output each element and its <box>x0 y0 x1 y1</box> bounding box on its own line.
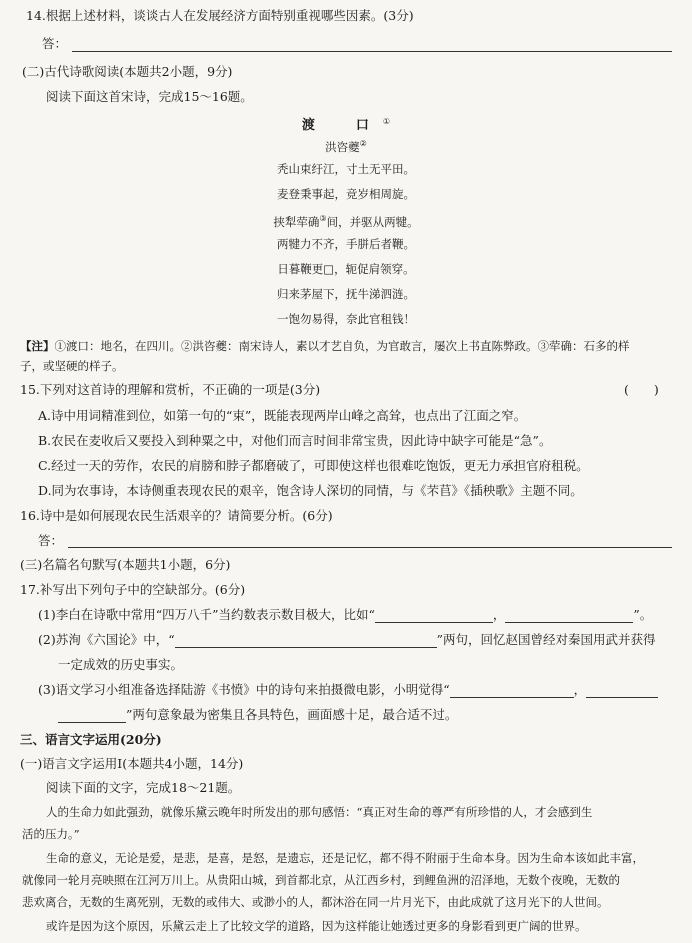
answer-line-16[interactable] <box>68 547 672 548</box>
option-c: C.经过一天的劳作，农民的肩膀和脖子都磨破了，可即使这样也很难吃饱饭，更无力承担官府租税。 <box>38 458 589 473</box>
question-14: 14.根据上述材料，谈谈古人在发展经济方面特别重视哪些因素。(3分) <box>26 8 414 23</box>
q17-sentence-2-cont: 一定成效的历史事实。 <box>58 657 184 672</box>
poem-line: 日暮鞭更□，轭促肩领穿。 <box>277 262 415 276</box>
passage-p3: 或许是因为这个原因，乐黛云走上了比较文学的道路，因为这样能让她透过更多的身影看到更广阔的世界。 <box>46 919 587 933</box>
blank-4[interactable] <box>450 685 574 698</box>
passage-p1-cont: 活的压力。” <box>22 827 80 841</box>
answer-paren-15[interactable]: ( ) <box>624 382 659 397</box>
poem-author: 洪咨夔② <box>325 139 367 154</box>
answer-line-14[interactable] <box>72 51 672 52</box>
q17-sentence-3-cont: ”两句意象最为密集且各具特色，画面感十足，最合适不过。 <box>58 707 457 723</box>
poem-line: 归来茅屋下，抚牛涕泗涟。 <box>277 287 415 301</box>
section-2-header: (二)古代诗歌阅读(本题共2小题，9分) <box>22 64 233 79</box>
poem-line: 两犍力不齐，手胼后者鞭。 <box>277 237 415 251</box>
subsection-1-intro: 阅读下面的文字，完成18～21题。 <box>46 780 241 795</box>
q17-sentence-3: (3)语文学习小组准备选择陆游《书愤》中的诗句来拍摄微电影，小明觉得“ ， <box>38 682 658 698</box>
poem-title: 渡 口① <box>301 117 391 133</box>
option-b: B.农民在麦收后又要投入到种粟之中，对他们而言时间非常宝贵，因此诗中缺字可能是“急”。 <box>38 433 552 448</box>
blank-2[interactable] <box>505 610 633 623</box>
passage-p2-cont: 悲欢离合，无数的生离死别，无数的或伟大、或渺小的人，都沐浴在同一片月光下，由此成就了这月光下的人世间。 <box>22 895 609 909</box>
blank-5[interactable] <box>586 685 658 698</box>
section-2-intro: 阅读下面这首宋诗，完成15～16题。 <box>46 89 253 104</box>
question-15: 15.下列对这首诗的理解和赏析，不正确的一项是(3分) <box>20 382 321 397</box>
passage-p2: 生命的意义，无论是爱，是悲，是喜，是怒，是遗忘，还是记忆，都不得不附丽于生命本身。因为生命本该如此丰富， <box>46 851 644 865</box>
blank-3[interactable] <box>175 635 437 648</box>
q17-sentence-1: (1)李白在诗歌中常用“四万八千”当约数表示数目极大，比如“ ， ”。 <box>38 607 653 622</box>
part-3-header: 三、语言文字运用(20分) <box>20 732 162 747</box>
poem-line: 挟犁荦确③间，并驱从两犍。 <box>273 214 419 229</box>
poem-note: 【注】①渡口：地名，在四川。②洪咨夔：南宋诗人，素以才艺自负，为官敢言，屡次上书直陈弊政。③荦确：石多的样 <box>20 339 630 353</box>
question-17: 17.补写出下列句子中的空缺部分。(6分) <box>20 582 246 597</box>
blank-1[interactable] <box>375 610 493 623</box>
section-3-header: (三)名篇名句默写(本题共1小题，6分) <box>20 557 231 572</box>
option-d: D.同为农事诗，本诗侧重表现农民的艰辛，饱含诗人深切的同情，与《芣苢》《插秧歌》主题不同。 <box>38 483 583 498</box>
subsection-1-header: (一)语言文字运用Ⅰ(本题共4小题，14分) <box>20 756 244 771</box>
poem-line: 秃山束纡江，寸土无平田。 <box>277 162 415 176</box>
poem-line: 一饱勿易得，奈此官租钱！ <box>277 312 415 326</box>
passage-p1: 人的生命力如此强劲，就像乐黛云晚年时所发出的那句感悟：“真正对生命的尊严有所珍惜的人，才会感到生 <box>46 805 593 819</box>
poem-line: 麦登秉事起，竞岁相周旋。 <box>277 187 415 201</box>
poem-note-cont: 子，或坚硬的样子。 <box>20 359 124 373</box>
q17-sentence-2: (2)苏洵《六国论》中，“ ”两句，回忆赵国曾经对秦国用武并获得 <box>38 632 656 647</box>
blank-6[interactable] <box>58 710 126 723</box>
passage-p2-cont: 就像同一轮月亮映照在江河万川上。从贵阳山城，到首都北京，从江西乡村，到鲤鱼洲的沼泽地，无数个夜晚，无数的 <box>22 873 620 887</box>
option-a: A.诗中用词精准到位，如第一句的“束”，既能表现两岸山峰之高耸，也点出了江面之窄。 <box>38 408 527 423</box>
answer-label-16: 答： <box>38 533 64 548</box>
question-16: 16.诗中是如何展现农民生活艰辛的？请简要分析。(6分) <box>20 508 333 523</box>
answer-label-14: 答： <box>42 36 68 51</box>
